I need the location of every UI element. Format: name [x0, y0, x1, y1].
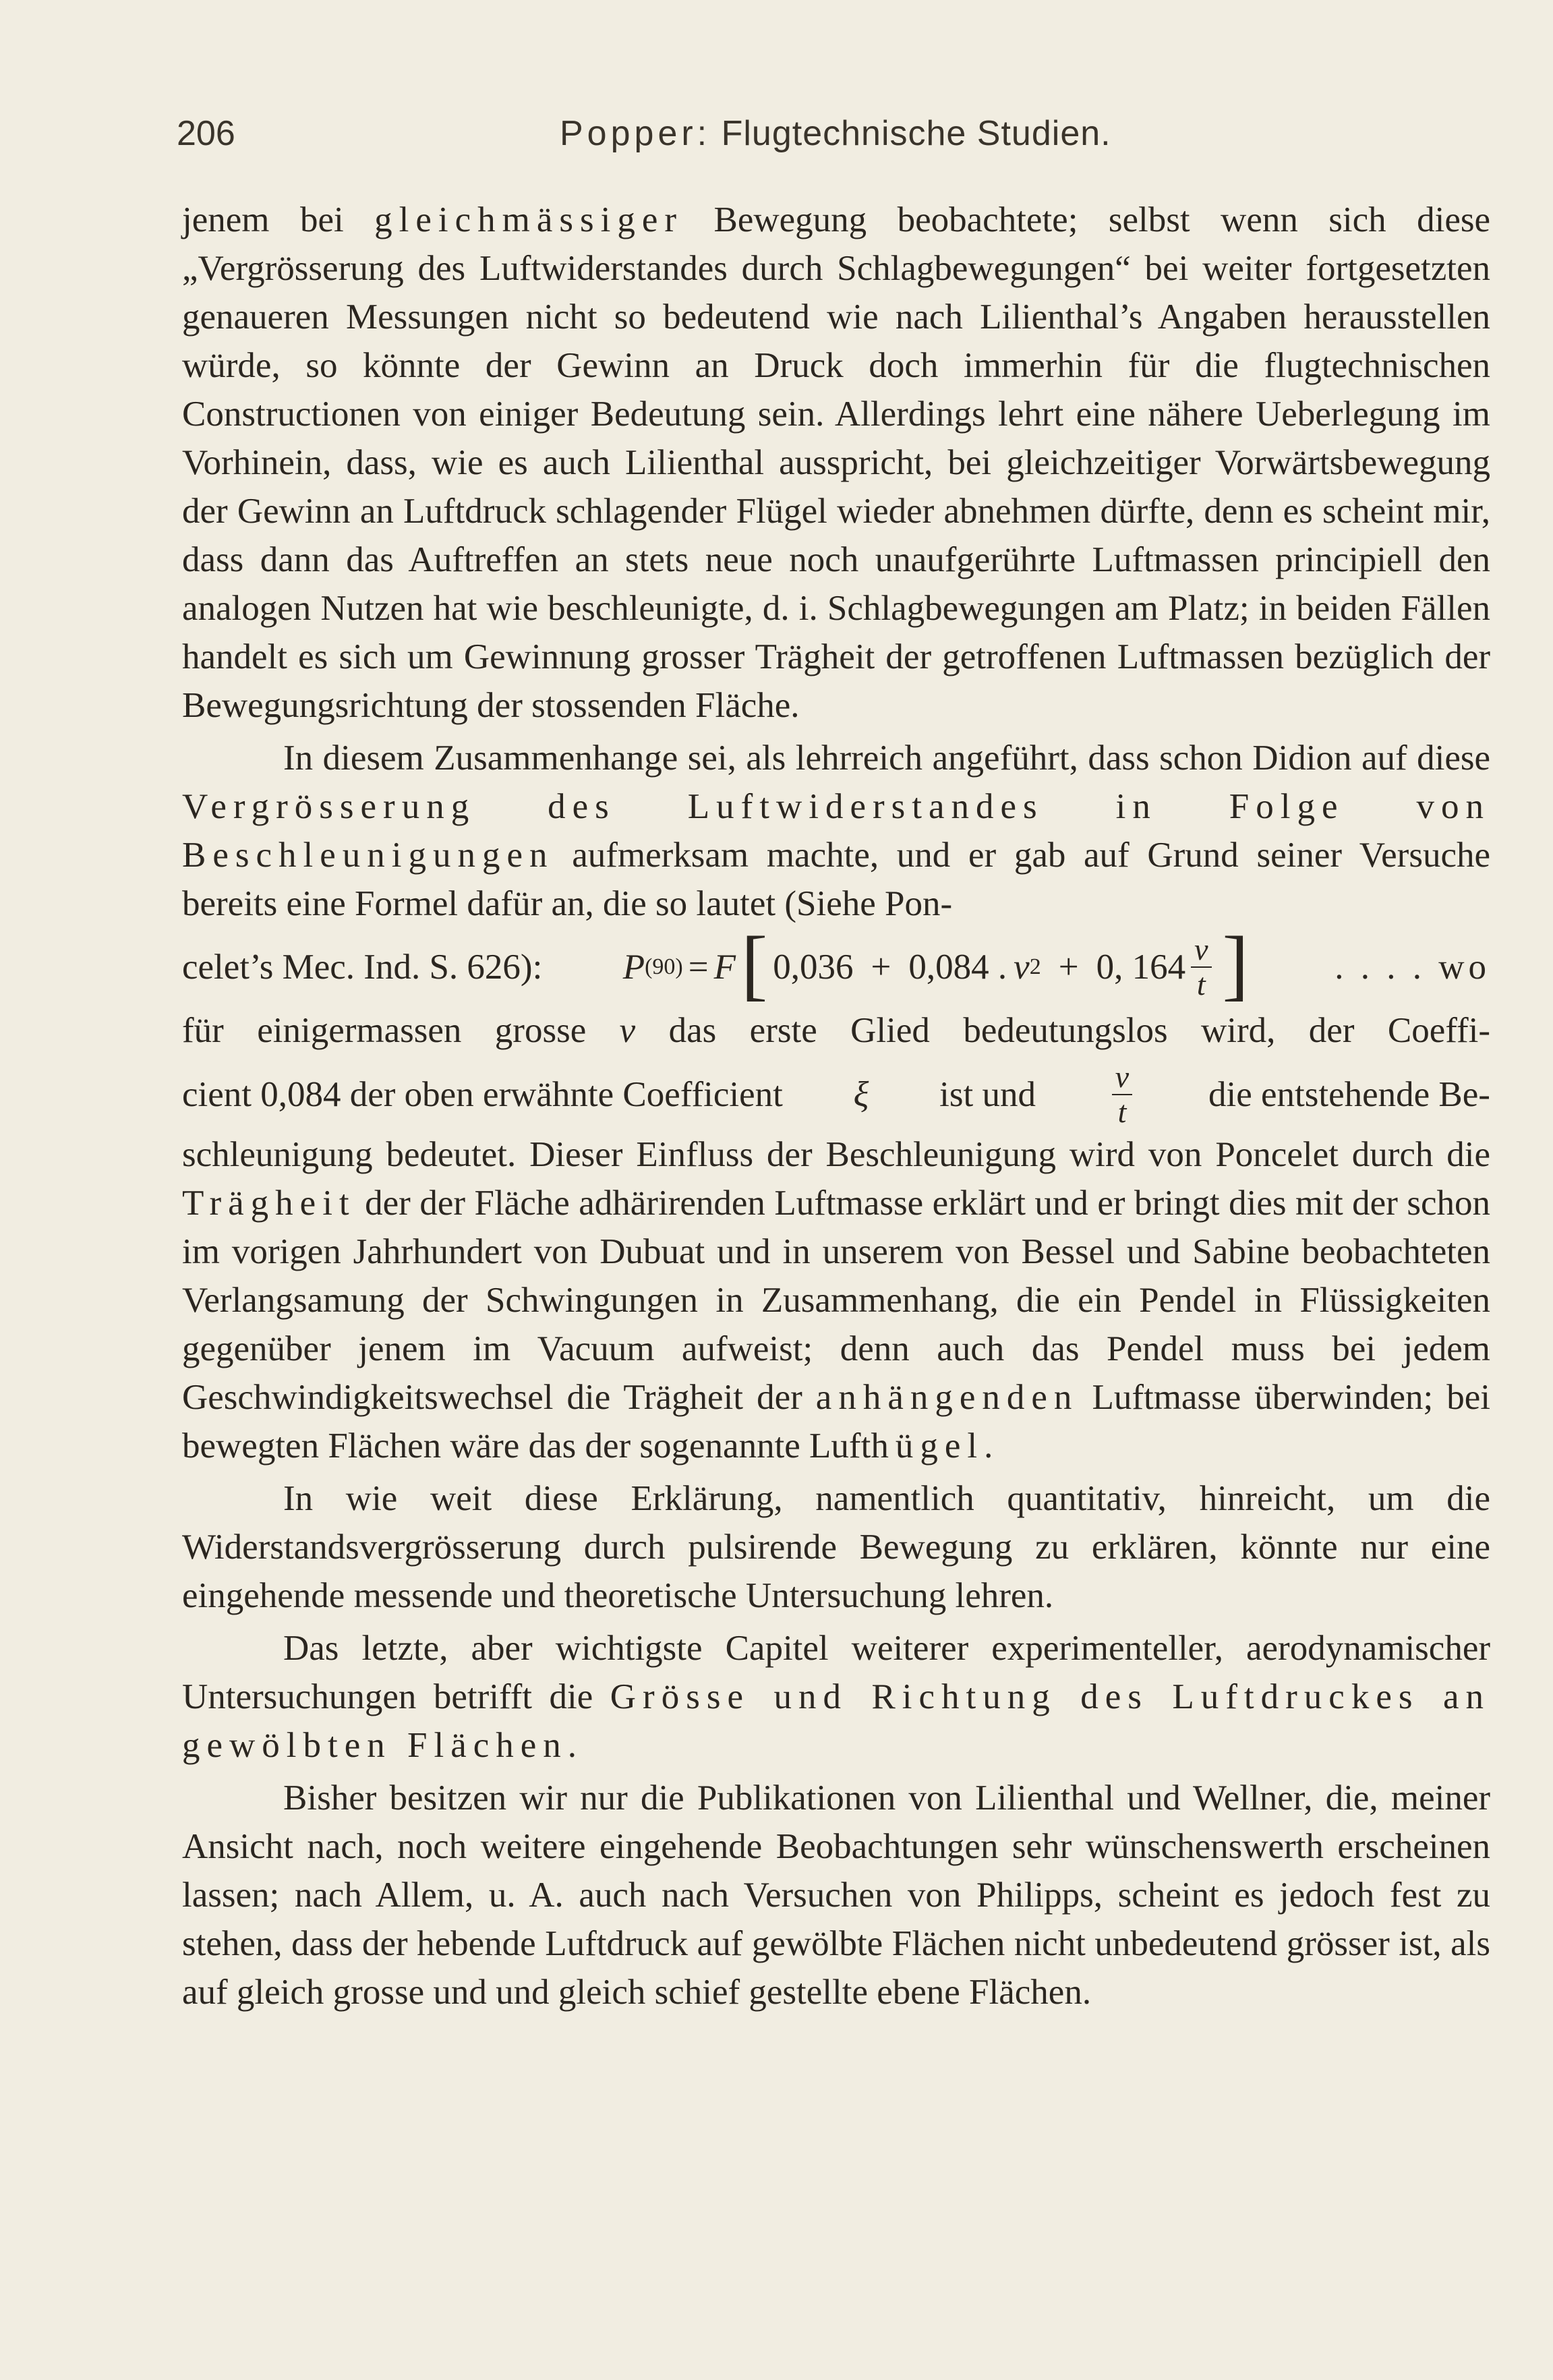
inline-variable: v	[619, 1011, 636, 1050]
formula-term: 0,036	[773, 948, 854, 987]
page-header	[177, 113, 1484, 161]
formula-symbol: P	[622, 948, 645, 987]
paragraph-1	[182, 196, 1490, 730]
spaced-emphasis: anhängenden	[815, 1378, 1079, 1417]
formula-operator: +	[871, 948, 891, 987]
inline-fraction	[1112, 1062, 1132, 1128]
spaced-emphasis: hügel	[871, 1426, 985, 1465]
formula-line	[182, 920, 1490, 1008]
header-author: Popper:	[560, 114, 711, 153]
text-run: schleunigung bedeutet. Dieser Einfluss der Beschleunigung wird von Poncelet durch die	[182, 1135, 1490, 1174]
text-run: cient 0,084 der oben erwähnte Coefficient	[182, 1075, 783, 1114]
text-run: das erste Glied bedeutungslos wird, der Coeffi-	[635, 1011, 1490, 1050]
text-run: der der Fläche adhärirenden Luftmasse erklärt und er bringt dies mit der schon im vorigen Jahrhundert von Dubuat und in unserem von Bessel und Sabine beobachteten Verlangsamung der Schwingungen in Zusammenhang, die ein Pendel in Flüssigkeiten gegenüber jenem im Vacuum aufweist; denn auch das Pendel muss bei jedem Geschwindigkeitswechsel die Trägheit der	[182, 1184, 1490, 1417]
formula-term: 0, 164	[1096, 948, 1186, 987]
formula-lead-text: celet’s Mec. Ind. S. 626):	[182, 948, 543, 987]
text-run: die entstehende Be-	[1208, 1075, 1490, 1114]
paragraph-3: In wie weit diese Erklärung, namentlich quantitativ, hinreicht, um die Widerstandsvergrösserung durch pulsirende Bewegung zu erklären, könnte nur eine eingehende messende und theoretische Untersuchung lehren.	[182, 1479, 1490, 1615]
didion-formula	[622, 920, 1254, 1008]
fraction-numerator: v	[1191, 934, 1211, 968]
paragraph-2-end	[182, 1130, 1490, 1470]
formula-subscript: (90)	[645, 954, 683, 979]
page-number: 206	[177, 114, 235, 153]
formula-operator: +	[1058, 948, 1079, 987]
formula-term: 0,084 .	[908, 948, 1007, 987]
paragraph-2-continued	[182, 1006, 1490, 1055]
text-run: ist und	[939, 1075, 1036, 1114]
paragraph-4	[182, 1624, 1490, 1770]
paragraph-5: Bisher besitzen wir nur die Publikationen von Lilienthal und Wellner, die, meiner Ansicht nach, noch weitere eingehende Beobachtungen sehr wünschenswerth erscheinen lassen; nach Allem, u. A. auch nach Versuchen von Philipps, scheint es jedoch fest zu stehen, dass der hebende Luftdruck auf gewölbte Flächen nicht unbedeutend grösser ist, als auf gleich grosse und und gleich schief gestellte ebene Flächen.	[182, 1778, 1490, 2012]
text-run: .	[567, 1726, 577, 1765]
formula-symbol: F	[713, 948, 736, 987]
coefficient-line	[182, 1059, 1490, 1130]
text-run: für einigermassen grosse	[182, 1011, 620, 1050]
formula-bracket: [	[740, 920, 768, 1008]
spaced-emphasis: Trägheit	[182, 1184, 356, 1223]
running-title	[560, 113, 1111, 154]
inline-variable: ξ	[853, 1075, 869, 1114]
text-run: In diesem Zusammenhange sei, als lehrreich angeführt, dass schon Didion auf diese	[283, 738, 1490, 778]
fraction-numerator: v	[1112, 1062, 1132, 1095]
formula-symbol: v	[1014, 948, 1030, 987]
text-run: aufmerksam machte, und er gab auf Grund seiner Versuche bereits eine Formel dafür an, die so lautet (Siehe Pon-	[182, 836, 1490, 923]
spaced-emphasis: Grösse und Richtung des Luftdruckes an gewölbten Flächen	[182, 1677, 1490, 1765]
text-run: Bewegung beobachtete; selbst wenn sich diese „Vergrösserung des Luftwiderstandes durch Schlagbewegungen“ bei weiter fortgesetzten genaueren Messungen nicht so bedeutend wie nach Lilienthal’s Angaben herausstellen würde, so könnte der Gewinn an Druck doch immerhin für die flugtechnischen Constructionen von einiger Bedeutung sein. Allerdings lehrt eine nähere Ueberlegung im Vorhinein, dass, wie es auch Lilienthal ausspricht, bei gleichzeitiger Vorwärtsbewegung der Gewinn an Luftdruck schlagender Flügel wieder abnehmen dürfte, denn es scheint mir, dass dann das Auftreffen an stets neue noch unaufgerührte Luftmassen principiell den analogen Nutzen hat wie beschleunigte, d. i. Schlagbewegungen am Platz; in beiden Fällen handelt es sich um Gewinnung grosser Trägheit der getroffenen Luftmassen bezüglich der Bewegungsrichtung der stossenden Fläche.	[182, 200, 1491, 725]
spaced-emphasis: gleichmässiger	[374, 200, 684, 239]
formula-superscript: 2	[1029, 954, 1041, 979]
text-run: jenem bei	[182, 200, 375, 239]
spaced-emphasis: Vergrösserung des Luftwiderstandes in Folge von Beschleunigungen	[182, 787, 1490, 875]
formula-fraction	[1191, 934, 1211, 1000]
paragraph-2	[182, 734, 1490, 928]
formula-bracket: ]	[1222, 920, 1249, 1008]
formula-operator: =	[688, 948, 709, 987]
formula-tail-text: . . . . wo	[1335, 948, 1490, 987]
text-run: .	[984, 1426, 993, 1465]
text-run: Das letzte, aber wichtigste Capitel weiterer experimenteller, aerodynamischer Untersuchungen betrifft die	[182, 1629, 1490, 1716]
body-text	[182, 196, 1490, 2016]
fraction-denominator: t	[1196, 967, 1206, 1002]
header-title: Flugtechnische Studien.	[721, 114, 1111, 153]
fraction-denominator: t	[1117, 1095, 1127, 1129]
text-run: Luftmasse überwinden; bei bewegten Flächen wäre das der sogenannte Luft	[182, 1378, 1490, 1465]
